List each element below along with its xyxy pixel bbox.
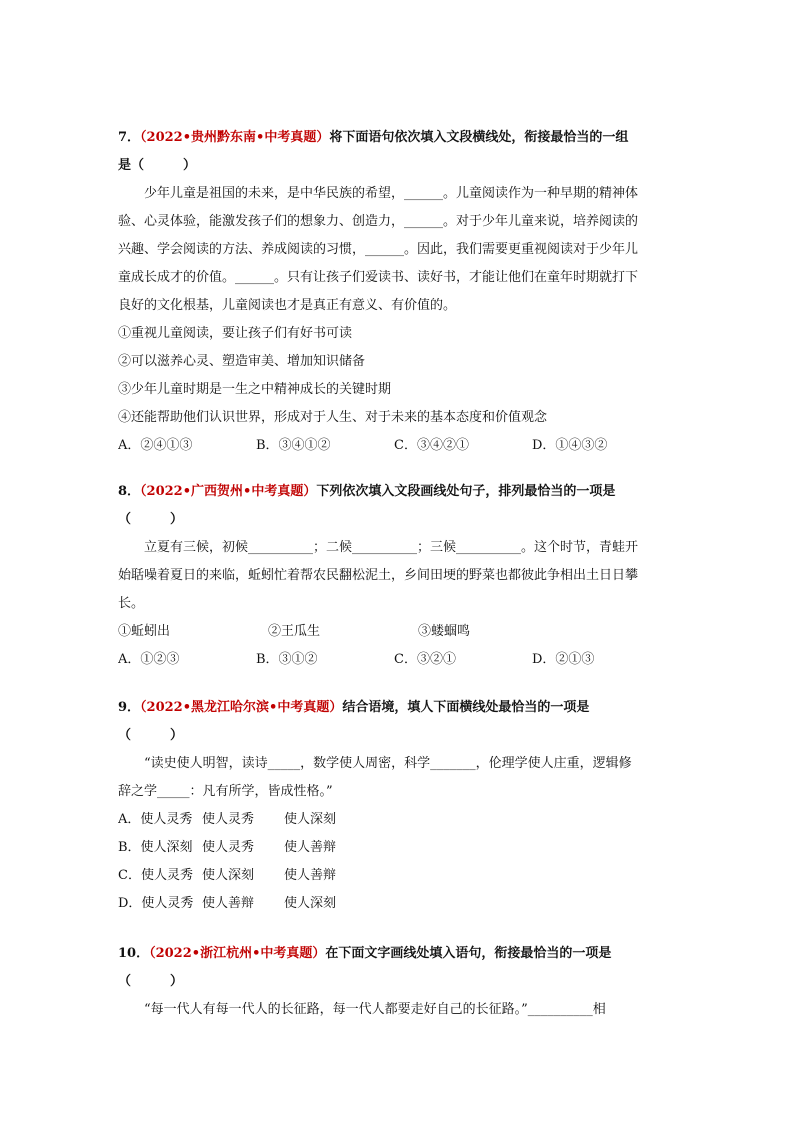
passage-line: 验、心灵体验，能激发孩子们的想象力、创造力，______。对于少年儿童来说，培养阅读的 [118, 214, 639, 229]
question-10-stem [118, 940, 678, 968]
option-c[interactable]: C．③②① [394, 652, 456, 667]
question-stem: 结合语境，填人下面横线处最恰当的一项是 [342, 700, 590, 715]
option-part: 使人深刻 [284, 812, 337, 827]
option-b[interactable]: B．③①② [256, 652, 318, 667]
passage-line: 长。 [118, 596, 145, 611]
option-part: 使人善辩 [284, 840, 337, 855]
passage-line: 始聒噪着夏日的来临，蚯蚓忙着帮农民翻松泥土，乡间田埂的野菜也都彼此争相出土日日攀 [118, 568, 639, 583]
question-8-stem [118, 478, 678, 506]
item: ②王瓜生 [268, 624, 321, 639]
passage-line: 兴趣、学会阅读的方法、养成阅读的习惯，______。因此，我们需要更重视阅读对于少年儿 [118, 242, 639, 257]
question-source: （2022•浙江杭州•中考真题） [149, 946, 326, 961]
item: ③蝼蝈鸣 [418, 624, 471, 639]
option-c[interactable] [118, 862, 678, 890]
option-part: 使人灵秀 [202, 840, 255, 855]
passage-line: “每一代人有每一代人的长征路，每一代人都要走好自己的长征路。”__________相 [144, 1002, 606, 1017]
passage-line: “读史使人明智，读诗_____，数学使人周密，科学_______，伦理学使人庄重，逻辑修 [144, 756, 632, 771]
option-part: 使人善辩 [284, 868, 337, 883]
option-d[interactable]: D．①④③② [532, 438, 608, 453]
option-part: 使人深刻 [284, 896, 337, 911]
question-9-stem-cont: （ ） [118, 728, 184, 743]
question-10-stem-cont: （ ） [118, 974, 184, 989]
option-d[interactable]: D．②①③ [532, 652, 595, 667]
passage-line: 少年儿童是祖国的未来，是中华民族的希望，______。儿童阅读作为一种早期的精神体 [144, 186, 639, 201]
option-part: 使人深刻 [202, 868, 255, 883]
question-stem: 下列依次填入文段画线处句子，排列最恰当的一项是 [316, 484, 616, 499]
option-a[interactable]: A．②④①③ [118, 438, 193, 453]
question-stem: 在下面文字画线处填入语句，衔接最恰当的一项是 [325, 946, 612, 961]
question-number: 9． [118, 700, 141, 715]
option-b[interactable] [118, 834, 678, 862]
answer-options [118, 646, 678, 674]
question-number: 10． [118, 946, 150, 961]
question-source: （2022•贵州黔东南•中考真题） [140, 130, 330, 145]
option-part: C．使人灵秀 [118, 868, 193, 883]
question-number: 8． [118, 484, 141, 499]
item: ②可以滋养心灵、塑造审美、增加知识储备 [118, 354, 366, 369]
option-a[interactable]: A．①②③ [118, 652, 180, 667]
question-8-stem-cont: （ ） [118, 512, 184, 527]
option-part: B．使人深刻 [118, 840, 193, 855]
item: ③少年儿童时期是一生之中精神成长的关键时期 [118, 382, 392, 397]
passage-line: 立夏有三候，初候__________；二候__________；三候__________。这个时节，青蛙开 [144, 540, 639, 555]
passage-line: 童成长成才的价值。______。只有让孩子们爱读书、读好书，才能让他们在童年时期就打下 [118, 270, 639, 285]
option-c[interactable]: C．③④②① [394, 438, 469, 453]
option-part: A．使人灵秀 [118, 812, 193, 827]
option-b[interactable]: B．③④①② [256, 438, 331, 453]
item-list [118, 618, 678, 646]
option-d[interactable] [118, 890, 678, 918]
question-8 [118, 478, 678, 674]
item: ①蚯蚓出 [118, 624, 171, 639]
question-source: （2022•黑龙江哈尔滨•中考真题） [140, 700, 343, 715]
question-9-stem [118, 694, 678, 722]
question-number: 7． [118, 130, 141, 145]
option-part: 使人灵秀 [202, 812, 255, 827]
question-10 [118, 940, 678, 1024]
question-source: （2022•广西贺州•中考真题） [140, 484, 317, 499]
question-7-stem-cont: 是（ ） [118, 158, 197, 173]
option-part: 使人善辩 [202, 896, 255, 911]
passage-line: 辞之学_____：凡有所学，皆成性格。” [118, 784, 333, 799]
passage-line: 良好的文化根基，儿童阅读也才是真正有意义、有价值的。 [118, 298, 457, 313]
answer-options [118, 432, 678, 460]
item: ①重视儿童阅读，要让孩子们有好书可读 [118, 326, 353, 341]
question-7-stem [118, 124, 678, 152]
item: ④还能帮助他们认识世界，形成对于人生、对于未来的基本态度和价值观念 [118, 410, 548, 425]
option-a[interactable] [118, 806, 678, 834]
option-part: D．使人灵秀 [118, 896, 194, 911]
question-9 [118, 694, 678, 918]
question-7 [118, 124, 678, 460]
question-stem: 将下面语句依次填入文段横线处，衔接最恰当的一组 [329, 130, 629, 145]
